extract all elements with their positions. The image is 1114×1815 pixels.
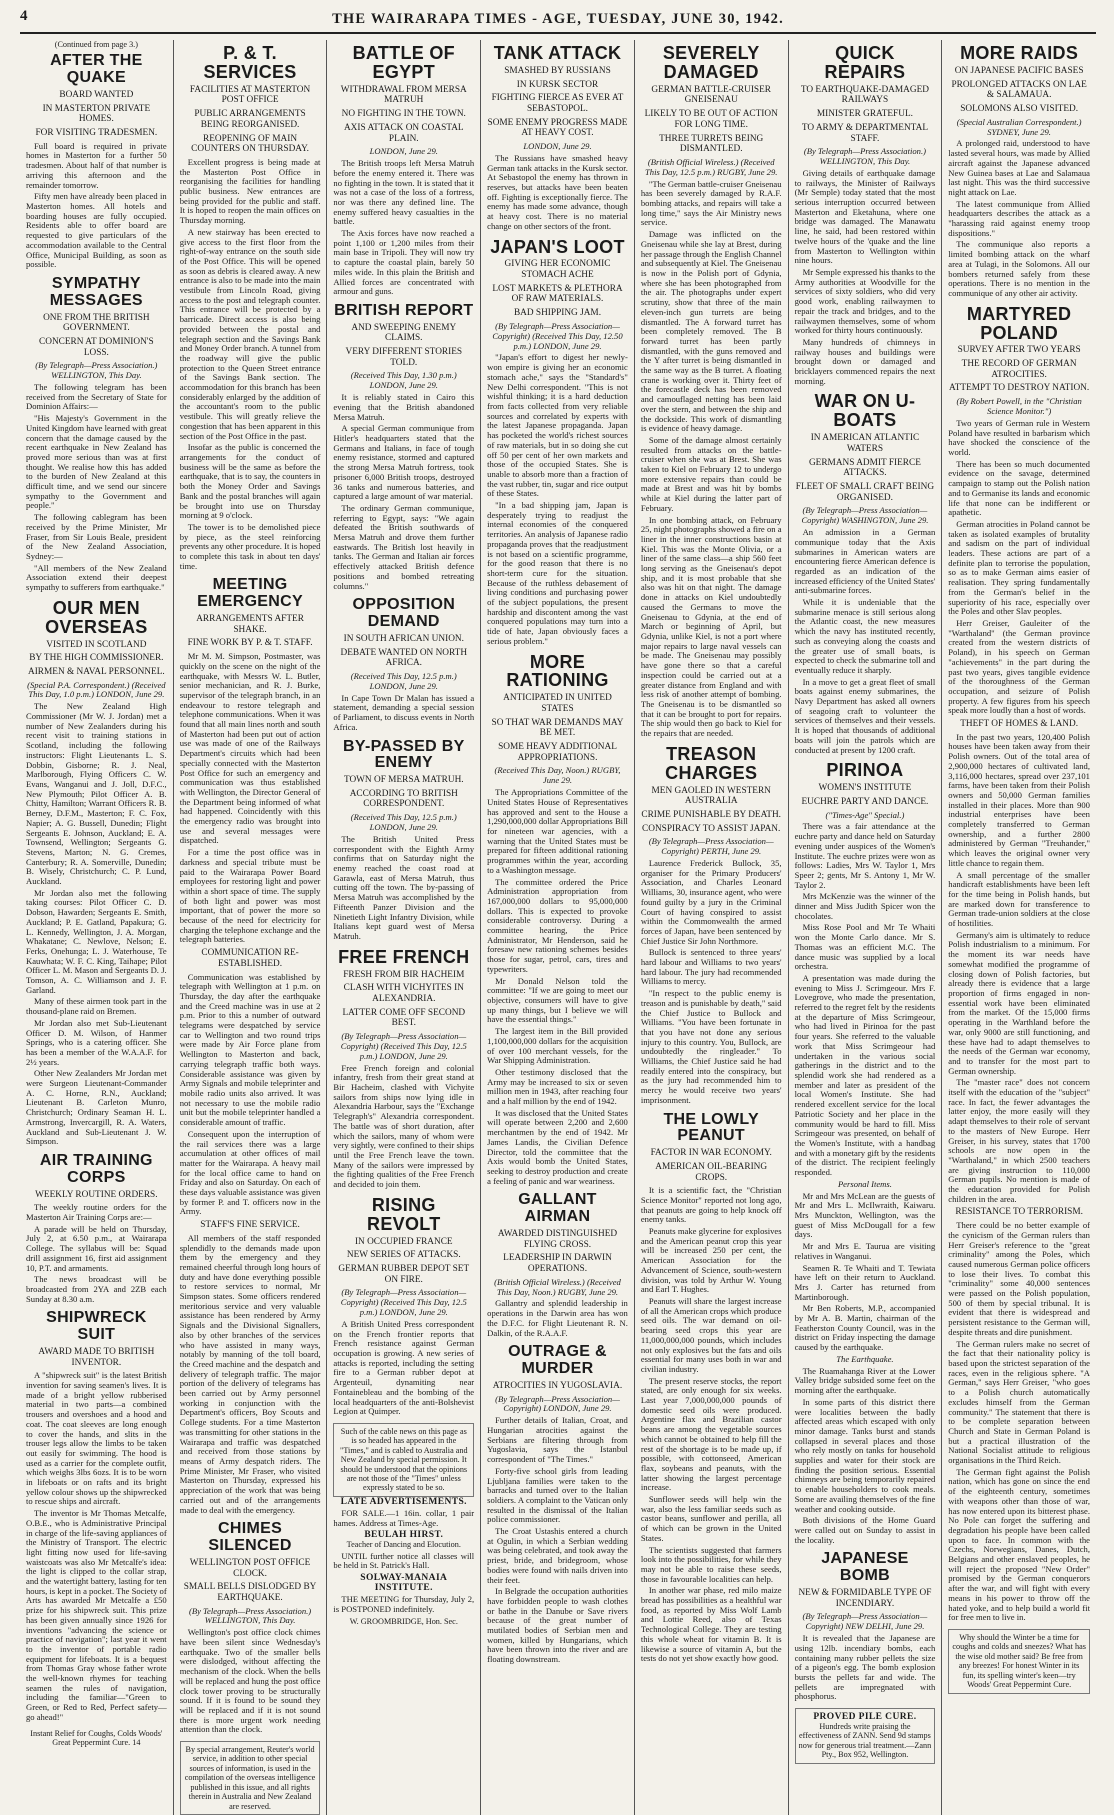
late-advertisements <box>333 1497 474 1626</box>
deck: MEN GAOLED IN WESTERN AUSTRALIA <box>651 785 771 807</box>
columns <box>20 40 1096 1811</box>
paragraph: Mr Jordan also met the following taking courses: Pilot Officer C. D. Dobson, Hawarden; Sergeants E. Smith, Auckland; P. E. Gatland, Papakura; G. L. Kennedy, Wellington, J. A. Morgan, Whakatane; C. Newlove, Nelson; E. Ferks, Onehunga; L. J. Waterhouse, Te Kauwhata; W. F. C. King, Taihape; Pilot Officer L. M. Mason and Sergeants D. J. Tomson, A. C. Williamson and J. F. Garland. <box>26 887 167 995</box>
dateline: LONDON, June 29. <box>369 146 438 157</box>
subheading: COMMUNICATION RE-ESTABLISHED. <box>201 948 299 969</box>
paragraph: Seamen R. Te Whaiti and T. Tewiata have left on their return to Auckland. Mrs J. Carter has returned from Martinborough. <box>794 1262 936 1302</box>
article-meeting-emergency <box>180 577 321 1515</box>
paragraph: "The German battle-cruiser Gneisenau has been severely damaged by R.A.F. bombing attacks, and repairs will take a long time," says the Air Ministry news service. <box>640 178 782 228</box>
paragraph: The German fight against the Polish nation, which has gone on since the end of the eighteenth century, sometimes with weapons other than those of war, has now entered upon its bitterest phase. No Pole can forget the suffering and degradation his people have been called upon to face. In common with the Czechs, Norwegians, Danes, Dutch, Belgians and other enslaved peoples, he will reject the proposed "New Order" promised by the German conquerors after the war, and will fight with every means in his power to throw off the hated yoke, and to help build a world fit for free men to live in. <box>948 1466 1090 1623</box>
paragraph: Further details of Italian, Croat, and Hungarian atrocities against the Serbians are filtering through from Yugoslavia, says the Istanbul correspondent of "The Times." <box>487 1415 628 1465</box>
deck: GERMANS ADMIT FIERCE ATTACKS. <box>808 457 921 479</box>
article-martyred-poland <box>948 305 1090 1623</box>
paragraph: Miss Rose Pool and Mr Te Whaiti won the Monte Carlo dance. Mr S. Thomas was an efficient M.C. The dance music was supplied by a local orchestra. <box>794 922 936 972</box>
article-our-men-overseas <box>26 599 167 1147</box>
deck: TOWN OF MERSA MATRUH. <box>343 775 464 786</box>
column-5 <box>635 40 789 1815</box>
deck: EUCHRE PARTY AND DANCE. <box>801 796 929 807</box>
advertisement-pile-cure <box>795 1708 936 1764</box>
dateline: (British Official Wireless.) (Received This Day, 12.5 p.m.) RUGBY, June 29. <box>645 156 778 177</box>
deck: MINISTER GRATEFUL. <box>816 109 913 120</box>
deck: SOME ENEMY PROGRESS MADE AT HEAVY COST. <box>487 117 628 139</box>
deck: IN MASTERTON PRIVATE HOMES. <box>42 103 151 125</box>
paragraph: Giving details of earthquake damage to railways, the Minister of Railways (Mr Semple) today stated that the most serious interruption occurred between Masterton and Eketahuna, where one bridge was damaged. The Manawatu line, he said, had been restored within twelve hours of the 'quake and the line from Masterton to Wellington within nine hours. <box>794 167 936 266</box>
paragraph: The ordinary German communique, referring to Egypt, says: "We again defeated the British southwards of Mersa Matruh and drove them further eastwards. The British lost heavily in tanks. The German and Italian air forces effectively attacked British defence positions and bombed retreating columns." <box>333 502 475 591</box>
deck: ARRANGEMENTS AFTER SHAKE. <box>196 614 304 635</box>
paragraph: The British troops left Mersa Matruh before the enemy entered it. There was no fighting in the town. It is stated that it was not a case of the loss of a fortress, nor was there any defined line. The enemy suffered heavy casualties in the battle. <box>333 158 475 227</box>
deck: FRESH FROM BIR HACHEIM <box>343 969 465 980</box>
deck: ATTEMPT TO DESTROY NATION. <box>949 383 1090 394</box>
paragraph: Insofar as the public is concerned the arrangements for the conduct of business will be the same as before the earthquake, that is to say, the counters in both the Money Order and Savings Bank and the postal branches will again be brought into use on Thursday morning at 9 o'clock. <box>179 442 321 521</box>
paragraph: The following telegram has been received from the Secretary of State for Dominion Affairs:— <box>26 382 167 412</box>
paragraph: An admission in a German communique today that the Axis submarines in American waters are encountering fierce American defence is regarded as an indication of the increased efficiency of the United States' anti-submarine forces. <box>794 527 936 596</box>
deck: SOME HEAVY ADDITIONAL APPROPRIATIONS. <box>498 742 617 763</box>
paragraph: "His Majesty's Government in the United Kingdom have learned with great concern that the damage caused by the recent earthquake in New Zealand has proved more serious than was at first thought. We realise how this has added to the burden of New Zealand at this difficult time, and we send our sincere sympathy to the Government and people." <box>26 413 167 511</box>
deck: AWARD MADE TO BRITISH INVENTOR. <box>38 1346 155 1368</box>
paragraph: A "shipwreck suit" is the latest British invention for saving seamen's lives. It is made of a bright yellow rubberised material in two parts—a combined trousers and overshoes and a hood and coat. The coat sleeves are long enough to cover the hands, and slits in the trouser legs allow the limbs to be taken out easily for swimming. The hood is used as a carrier for the complete outfit, which weighs 3lbs 6ozs. It is to be worn in lifeboats or on rafts and its bright yellow colour shows up the shipwrecked to rescue ships and aircraft. <box>26 1370 167 1507</box>
paragraph: The tower is to be demolished piece by piece, as the steel reinforcing prevents any other procedure. It is hoped to complete this task in about ten days' time. <box>179 521 321 571</box>
deck: CONCERN AT DOMINION'S LOSS. <box>39 336 154 358</box>
headline: MORE RAIDS <box>960 43 1079 63</box>
paragraph: A special German communique from Hitler's headquarters stated that the Germans and Italians, in face of tough enemy resistance, stormed and captured the strong Mersa Matruh fortress, took prisoner 6,000 British troops, destroyed 36 tanks and numerous batteries, and captured a large amount of war material. <box>333 423 475 502</box>
paragraph: Germany's aim is ultimately to reduce Polish industrialism to a minimum. For the moment its war needs have somewhat modified the programme of closing down of Polish factories, but already there is evidence that a large proportion of firms engaged in non-essential work have been eliminated from the market. Of the 15,000 firms operating in the Warthland before the war, only 9000 are still functioning, and these have had to adapt themselves to the needs of the German war economy, and to transfer for the most part to German ownership. <box>948 929 1090 1076</box>
paragraph: Communication was established by telegraph with Wellington at 1 p.m. on Thursday, the day after the earthquake and the Creed machine was in use at 2 p.m. Prior to this a number of outward telegrams were despatched by service car to Wellington and two round trips were made by Air Force plane from Wellington to Masterton and back, carrying telegraph traffic both ways. Considerable assistance was given by Army Signals and mobile teleprinter and mobile radio units also arrived. It was not necessary to use the mobile radio unit but the mobile teleprinter handled a considerable amount of traffic. <box>179 971 321 1128</box>
copyright-notice: By special arrangement, Reuter's world service, in addition to other special sources of information, is used in the compilation of the overseas intelligence published in this issue, and all rights therein in Australia and New Zealand are reserved. <box>180 1741 321 1815</box>
advert-text: UNTIL further notice all classes will be held in St. Patrick's Hall. <box>333 1550 475 1571</box>
paragraph: A small percentage of the smaller handicraft establishments have been left for the time being in Polish hands, but are marked down for transference to German trade-union soldiers at the close of hostilities. <box>948 869 1090 929</box>
deck: VISITED IN SCOTLAND <box>46 639 147 650</box>
advert-text: FOR SALE.—1 16in. collar, 1 pair hames. Address at Times-Age. <box>333 1507 475 1528</box>
deck: THREE TURRETS BEING DISMANTLED. <box>659 133 764 155</box>
deck: SURVEY AFTER TWO YEARS <box>957 345 1081 356</box>
headline: RISING REVOLT <box>367 1194 441 1234</box>
dateline: (Received This Day, Noon.) RUGBY, June 29. <box>494 765 621 786</box>
paragraph: The communique also reports a limited bombing attack on the wharf area at Tulagi, in the Solomons. All our bombers returned safely from these operations. There is no mention in the communique of any other air activity. <box>948 239 1090 298</box>
paragraph: In Belgrade the occupation authorities have forbidden people to wash clothes or bathe in the Danube or Save rivers because of the great number of mutilated bodies of Serbian men and women, killed by Hungarians, which have been thrown into the river and are floating downstream. <box>487 1586 628 1665</box>
article-after-the-quake <box>26 53 167 269</box>
paragraph: Mr Donald Nelson told the committee: "If we are going to meet our objective, consumers will have to give up many things, but I believe we will have the essential things." <box>487 975 628 1025</box>
headline: TANK ATTACK <box>493 43 622 63</box>
headline: BATTLE OF EGYPT <box>352 43 455 82</box>
paragraph: There has been so much documented evidence on the savage, determined campaign to stamp out the Polish nation and to Germanise its lands and economic life that none can be indifferent or apathetic. <box>948 458 1090 518</box>
paragraph: The largest item in the Bill provided 1,100,000,000 dollars for the acquisition of over 100 merchant vessels, for the War Shipping Administration. <box>487 1026 628 1066</box>
dateline: (By Telegraph—Press Association—Copyright) (Received This Day, 12.5 p.m.) LONDON, June 29. <box>340 1030 467 1061</box>
column-4 <box>481 40 635 1815</box>
deck: IN KURSK SECTOR <box>516 79 599 90</box>
deck: AXIS ATTACK ON COASTAL PLAIN. <box>343 122 464 144</box>
deck: FOR VISITING TRADESMEN. <box>35 128 158 139</box>
deck: CLASH WITH VICHYITES IN ALEXANDRIA. <box>343 983 464 1004</box>
advert-title: BEULAH HIRST. <box>364 1530 444 1541</box>
article-british-report <box>333 303 474 591</box>
deck: AWARDED DISTINGUISHED FLYING CROSS. <box>497 1228 618 1250</box>
paragraph: Mr M. M. Simpson, Postmaster, was quickly on the scene on the night of the earthquake, with Messrs W. L. Butler, senior mechanician, and R. J. Burke, supervisor of the telegraph branch, in an endeavour to restore telegraph and telephone communications. When it was found that all main lines north and south of Masterton had been put out of action use was made of one of the Railways Department's circuits which had been specially connected with the Masterton Post Office for such an emergency and communication was thus established with Wellington, the Director General of the Department being informed of what had happened. Coincidently with this the emergency radio was brought into use and several messages were dispatched. <box>179 651 321 846</box>
cable-note: Such of the cable news on this page as is so headed has appeared in the "Times," and is cabled to Australia and New Zealand by special permission. It should be understood that the opinions are not those of the "Times" unless expressly stated to be so. <box>333 1423 474 1497</box>
dateline: (By Telegraph—Press Association.) WELLINGTON, This Day. <box>188 1605 312 1626</box>
continued-note: (Continued from page 3.) <box>54 40 138 49</box>
headline: SHIPWRECK SUIT <box>46 1309 147 1344</box>
paragraph: There could be no better example of the cynicism of the German rulers than Herr Greiser's reference to the "great criminality" among the Poles, which caused numerous German police officers to lose their lives. To combat this "criminality" some 40,000 sentences were passed on the Polish population, 500 of them by special tribunal. It is evident that there is widespread and persistent resistance to the German will, despite threats and dire punishment. <box>948 1220 1090 1337</box>
paragraph: Mr Jordan also met Sub-Lieutenant Officer D. M. Wilson, of Hanmer Springs, who is a catering officer. She has been a member of the W.A.A.F. for 2½ years. <box>26 1017 167 1067</box>
paragraph: Bullock is sentenced to three years' hard labour and Williams to two years' hard labour. The jury had recommended Williams to mercy. <box>640 947 782 987</box>
paragraph: For a time the post office was in darkness and special tribute must be paid to the Wairarapa Power Board employees for restoring light and power within a short space of time. The supply of both light and power was most important, that of power the more so because of the need for electricity for charging the telephone exchange and the telegraph batteries. <box>179 847 321 945</box>
paragraph: The "master race" does not concern itself with the education of the "subject" race. In fact, the fewer advantages the latter enjoy, the more easily will they adapt themselves to their role of servant to the masters of New Europe. Herr Greiser, in his survey, states that 1700 schools are now open in the "Warthaland," in which 2500 teachers are giving instruction to 110,000 German pupils. No mention is made of the education provided for Polish children in the area. <box>948 1077 1090 1204</box>
deck: TO ARMY & DEPARTMENTAL STAFF. <box>801 122 929 144</box>
paragraph: The following cablegram has been received by the Prime Minister, Mr Fraser, from Sir Louis Beale, president of the New Zealand Association, Sydney:— <box>26 512 167 561</box>
deck: ONE FROM THE BRITISH GOVERNMENT. <box>43 312 150 334</box>
paragraph: The Russians have smashed heavy German tank attacks in the Kursk sector. At Sebastopol the enemy has thrown in reserves, but attacks have been beaten off. Fighting is exceptionally fierce. The enemy has made some advance, though at heavy cost. There is no material change on other sectors of the front. <box>487 152 628 231</box>
dateline: (Received This Day, 12.5 p.m.) LONDON, June 29. <box>350 812 457 833</box>
article-battle-of-egypt <box>333 44 474 297</box>
deck: THE RECORD OF GERMAN ATROCITIES. <box>961 359 1077 380</box>
deck: SMASHED BY RUSSIANS <box>504 65 611 76</box>
headline: THE LOWLY PEANUT <box>663 1110 759 1145</box>
headline: SYMPATHY MESSAGES <box>49 274 143 309</box>
dateline: (By Robert Powell, in the "Christian Science Monitor.") <box>956 396 1082 417</box>
deck: NEW & FORMIDABLE TYPE OF INCENDIARY. <box>798 1587 932 1609</box>
paragraph: The Ruamahanga River at the Lower Valley bridge subsided some feet on the morning after the earthquake. <box>794 1365 936 1396</box>
deck: PUBLIC ARRANGEMENTS BEING REORGANISED. <box>194 109 306 130</box>
deck: VERY DIFFERENT STORIES TOLD. <box>345 347 463 368</box>
paragraph: A British United Press correspondent on the French frontier reports that French resistance against German occupation is growing. A new series of attacks is reported, including the setting fire to a German rubber depot at Argenteuil, dynamiting near Fontainebleau and the bombing of the local headquarters of the anti-Bolshevist Legion at Quimper. <box>333 1318 475 1417</box>
article-shipwreck-suit <box>26 1310 167 1722</box>
deck: LOST MARKETS & PLETHORA OF RAW MATERIALS. <box>492 283 623 305</box>
paragraph: Full board is required in private homes in Masterton for a further 50 tradesmen. About half of that number is arriving this afternoon and the remainder tomorrow. <box>26 140 167 190</box>
deck: ACCORDING TO BRITISH CORRESPONDENT. <box>349 788 458 810</box>
paragraph: The inventor is Mr Thomas Metcalfe, O.B.E., who is Administrative Principal in charge of the life-saving appliances of the Ministry of Transport. The electric light fitting now used for life-saving waistcoats was also Mr Metcalfe's idea: the light is clipped to the collar strap, and the watertight battery, lasting for ten hours, is kept in a pocket. The Society of Arts has awarded Mr Metcalfe a £50 prize for his shipwreck suit. This prize has been given annually since 1926 for inventions "advancing the science or practice of navigation"; last year it went to the inventor of portable radio equipment for lifeboats. It is a bequest from Thomas Gray whose father wrote the well-known rhymes for teaching seamen the rules of navigation, including the familiar—"Green to Green, or Red to Red, Perfect safety—go ahead!" <box>26 1508 167 1722</box>
dateline: (Received This Day, 1.30 p.m.) LONDON, June 29. <box>350 370 457 391</box>
article-lowly-peanut <box>641 1112 782 1664</box>
dateline: (British Official Wireless.) (Received This Day, Noon.) RUGBY, June 29. <box>494 1276 621 1297</box>
dateline: (By Telegraph—Press Association.) WELLINGTON, This Day. <box>803 146 926 167</box>
paragraph: Forty-five school girls from leading Ljubljana families were taken to the barracks and turned over to the Italian soldiers. A complaint to the Vatican only resulted in the dismissal of the Italian police commissioner. <box>487 1465 628 1525</box>
headline: OPPOSITION DEMAND <box>352 596 456 631</box>
deck: WOMEN'S INSTITUTE <box>818 783 912 794</box>
article-rising-revolt <box>333 1196 474 1417</box>
deck: SOLOMONS ALSO VISITED. <box>960 103 1079 114</box>
masthead <box>20 8 1096 34</box>
paragraph: In some parts of this district there were localities between the badly affected areas which escaped with only minor damage. Tanks burst and stands collapsed in several places and those who rely mostly on tanks for household supplies and water for their stock are finding the position serious. Essential chimneys are being temporarily repaired to enable householders to cook meals. Some are availing themselves of the fine weather and cooking outside. <box>794 1396 936 1514</box>
deck: AIRMEN & NAVAL PERSONNEL. <box>27 666 165 677</box>
deck: DEBATE WANTED ON NORTH AFRICA. <box>340 647 468 669</box>
paragraph: Damage was inflicted on the Gneisenau while she lay at Brest, during her passage through the English Channel and subsequently at Kiel. The Gneisenau is now in the Polish port of Gdynia, where she has been photographed from the air. The photographs under expert scrutiny, show that three of the main eleven-inch gun turrets are being dismantled. The A forward turret has been completely removed. The B forward turret has been partly dismantled, with the guns removed and the Y after turret is being dismantled in the same way as the B turret. A floating crane is working over it. Thirty feet of the forecastle deck has been removed and camouflaged netting has been laid over the stern, and between the ship and the dockside. This work of dismantling is evidence of heavy damage. <box>640 229 782 434</box>
paragraph: "In respect to the public enemy is treason and is punishable by death," said the Chief Justice to Bullock and Williams. "You have been fortunate in that you have not done any serious injury to this country. You, Bullock, are undoubtedly the ringleader." To Williams, the Chief Justice said he had readily entered into the conspiracy, but as the jury had recommended him to mercy he would receive two years' imprisonment. <box>640 988 782 1105</box>
headline: TREASON CHARGES <box>665 743 758 783</box>
paragraph: German atrocities in Poland cannot be taken as isolated examples of brutality and sadism on the part of individual leaders. These actions are part of a definite plan to terrorise the population, so as to make German aims easier of realisation. They spring fundamentally from the German's belief in the superiority of his race, especially over the Poles and other Slav peoples. <box>948 518 1090 617</box>
deck: IN SOUTH AFRICAN UNION. <box>343 633 464 644</box>
paragraph: Peanuts will share the largest increase of all the American crops which produce seed oils. The war demand on oil-bearing seed crops this year are 11,000,000,000 pounds, which includes not only explosives but the fats and oils essential for many uses both in war and civilian industry. <box>640 1295 782 1374</box>
paragraph: The German rulers make no secret of the fact that their nationality policy is based upon the strictest separation of the races, even in the religious sphere. "A German," says Herr Greiser, "who goes to a Polish church automatically excludes himself from the German community." The statement that there is to be complete separation between Church and State in German Poland is but a practical illustration of the National Socialist attitude to religious organisations in the Third Reich. <box>948 1338 1090 1466</box>
headline: MEETING EMERGENCY <box>197 576 303 611</box>
paragraph: Mr Ben Roberts, M.P., accompanied by Mr A. B. Martin, chairman of the Featherston County Council, was in the district on Friday inspecting the damage caused by the earthquake. <box>794 1303 936 1353</box>
paragraph: A new stairway has been erected to give access to the first floor from the right-of-way entrance on the south side of the Post Office. This will be opened as soon as debris is cleared away. A new entrance is also to be made into the main vestibule from Lincoln Road, giving access to the post and telegraph counter. This entrance will be protected by a barricade. Direct access is also being provided between the postal and telegraph section and the Savings Bank and Money Order branch. A tunnel from the roadway will give the public protection to the Queen Street entrance of the Savings Bank section. The accommodation for this branch has been considerably enlarged by the addition of the accountant's room to the public vestibule. This will greatly relieve the congestion that has been apparent in this section of the Post Office in the past. <box>179 226 321 441</box>
paragraph: It was disclosed that the United States will operate between 2,200 and 2,600 merchantmen by the end of 1942. Mr James Landis, the Civilian Defence Director, told the committee that the Axis would bomb the United States, seeking to destroy production and create a feeling of panic and war weariness. <box>487 1107 628 1186</box>
deck: SMALL BELLS DISLODGED BY EARTHQUAKE. <box>183 1582 317 1603</box>
paragraph: Other New Zealanders Mr Jordan met were Surgeon Lieutenant-Commander A. C. Horne, R.N., Auckland; Lieutenant B. Carleton Munro, Christchurch; Ordinary Seaman H. L. Armstrong, Invercargill, R. A. Waters, Auckland and Sub-Lieutenant J. W. Simpson. <box>26 1068 167 1147</box>
dateline: (Special P.A. Correspondent.) (Received This Day, 1.0 p.m.) LONDON, June 29. <box>27 679 166 700</box>
deck: NEW SERIES OF ATTACKS. <box>346 1250 461 1261</box>
paragraph: Wellington's post office clock chimes have been silent since Wednesday's earthquake. Two of the smaller bells were dislodged, without affecting the mechanism of the clock. When the bells will be replaced and hung the post office clock tower proving to be structurally sound. If it is found to be sound they will be replaced and if it is not sound there is more urgent work needing attention than the clock. <box>179 1627 321 1735</box>
headline: MORE RATIONING <box>506 651 609 691</box>
paragraph: In the past two years, 120,400 Polish houses have been taken away from their Polish owners. Out of the total area of 2,900,000 hectares of cultivated land, 3,116,000 hectares, spread over 237,101 farms, have been taken from their Polish owners and 50,000 German families installed in their places. More than 900 industrial enterprises have been completely transferred to German ownership, and a further 2800 administered by German "Treuhander," which leaves the original owner very little chance to regain them. <box>948 731 1090 868</box>
deck: CRIME PUNISHABLE BY DEATH. <box>641 809 782 820</box>
paragraph: A presentation was made during the evening to Miss J. Scrimgeour. Mrs F. Lovegrove, who made the presentation, referred to the regret felt by the residents at the departure of Miss Scrimgeour, who had lived in Pirinoa for the past four years. She referred to the valuable work that Miss Scrimgeour had undertaken in the various social gatherings in the district and to the splendid work she had rendered as a member and later as president of the local Women's Institute. She had rendered excellent service for the local Patriotic Society and her place in the community would be hard to fill. Miss Scrimgeour was presented, on behalf of the Women's Institute, with a handbag and with a monetary gift by the residents of the district. The recipient feelingly responded. <box>794 972 936 1178</box>
article-tank-attack <box>487 44 628 232</box>
article-outrage-and-murder <box>487 1344 628 1665</box>
paragraph: There was a fair attendance at the euchre party and dance held on Saturday evening under auspices of the Women's Institute. The euchre prizes were won as follows: Ladies, Mrs W. Taylor 1, Mrs Speer 2; gents, Mr S. Antony 1, Mr W. Taylor 2. <box>794 821 936 890</box>
deck: IN OCCUPIED FRANCE <box>354 1236 453 1247</box>
dateline: (By Telegraph—Press Association—Copyright) PERTH, June 29. <box>648 836 774 857</box>
headline: AFTER THE QUAKE <box>50 52 143 87</box>
column-2 <box>174 40 328 1815</box>
headline: BY-PASSED BY ENEMY <box>343 737 465 772</box>
paragraph: Herr Greiser, Gauleiter of the "Warthaland" (the German province created from the western districts of Poland), in his speech on German "achievements" in the part during the past two years, gives tangible evidence of the thoroughness of the German occupation, and seizure of Polish property. A few figures from his speech speak more loudly than a host of words. <box>948 617 1090 716</box>
subheading: Personal Items. <box>837 1178 892 1189</box>
paragraph: Laurence Frederick Bullock, 35, organiser for the Primary Producers' Association, and Charles Leonard Williams, 30, insurance agent, who were found guilty by a jury in the Criminal Court of having conspired to assist within the Commonwealth the armed forces of Japan, have been sentenced by Chief Justice Sir John Northmore. <box>640 858 782 946</box>
dateline: LONDON, June 29. <box>523 141 592 152</box>
paragraph: The scientists suggested that farmers look into the possibilities, for while they may not be able to raise these seeds, those in favourable localities can help. <box>640 1544 782 1584</box>
deck: WITHDRAWAL FROM MERSA MATRUH <box>340 84 467 106</box>
headline: OUR MEN OVERSEAS <box>45 597 148 637</box>
masthead-title: THE WAIRARAPA TIMES - AGE, TUESDAY, JUNE 30, 1942. <box>332 11 784 27</box>
deck: PROLONGED ATTACKS ON LAE & SALAMAUA. <box>951 79 1087 101</box>
article-pt-services <box>180 44 321 571</box>
paragraph: Some of the damage almost certainly resulted from attacks on the battle-cruiser when she was at Brest. She was taken to Kiel on February 12 to undergo more extensive repairs than could be made at Brest and was hit by bombs while at Kiel during the latter part of February. <box>640 434 782 513</box>
dateline: (By Telegraph—Press Association—Copyright) (Received This Day, 12.50 p.m.) LONDON, June 29. <box>492 320 623 351</box>
dateline: (By Telegraph—Press Association—Copyright) LONDON, June 29. <box>495 1393 620 1414</box>
column-6 <box>789 40 943 1815</box>
paragraph: The latest communique from Allied headquarters describes the attack as a "harassing raid against enemy troop dispositions." <box>948 198 1090 238</box>
article-treason-charges <box>641 745 782 1106</box>
headline: CHIMES SILENCED <box>208 1520 292 1555</box>
subheading: The Earthquake. <box>836 1353 894 1364</box>
paragraph: Other testimony disclosed that the Army may be increased to six or seven million men in 1943, after reaching four and a half million by the end of 1942. <box>487 1066 628 1107</box>
paragraph: The Appropriations Committee of the United States House of Representatives has approved and sent to the House a 1,290,000,000 dollar Appropriations Bill for nineteen war agencies, with a warning that the United States must be prepared for fifteen additional rationing programmes within the year, according to a Washington message. <box>487 787 628 875</box>
headline: QUICK REPAIRS <box>824 43 906 82</box>
headline: SEVERELY DAMAGED <box>662 43 760 82</box>
advertisement: Instant Relief for Coughs, Colds Woods' Great Peppermint Cure. 14 <box>30 1728 163 1748</box>
deck: TO EARTHQUAKE-DAMAGED RAILWAYS <box>800 84 929 106</box>
article-more-raids <box>948 44 1090 299</box>
paragraph: All members of the staff responded splendidly to the demands made upon them by the emergency and they remained cheerful through long hours of duty and have done everything possible to restore services to normal, Mr Simpson states. Some officers rendered meritorious service and very valuable assistance has been rendered by Army Signals and the Divisional Signallers, also by other branches of the services who have assisted in many ways, notably by manning of the toll board, the Creed machine and the despatch and delivery of telegraph traffic. The major portion of the delivery of telegrams has been carried out by Army personnel working in conjunction with the Department's officers, Boy Scouts and College students. For a time Masterton was transmitting for other stations in the Wairarapa and traffic was despatched and received from those stations by means of Army despatch riders. The Prime Minister, Mr Fraser, who visited Masterton on Thursday, expressed his appreciation of the work that was being carried out and of the arrangements made to deal with the emergency. <box>179 1232 321 1515</box>
deck: BY THE HIGH COMMISSIONER. <box>29 653 164 664</box>
headline: GALLANT AIRMAN <box>518 1191 597 1226</box>
advertisement-peppermint-cure: Why should the Winter be a time for coughs and colds and sneezes? What has the wise old mother said? Be free from any breezes! For honest Winter in its fun, its spelling winter's keen—try Woods' Great Peppermint Cure. <box>948 1629 1090 1694</box>
headline: AIR TRAINING CORPS <box>39 1152 153 1186</box>
paragraph: The present reserve stocks, the report stated, are only enough for six weeks. Last year 7,000,000,000 pounds of domestic seed oils were produced. Argentine flax and Brazilian castor beans are among the vegetable sources which cannot be obtained to help fill the rest of the shortage is to be made up, if possible, with cottonseed, American flax, soybeans and peanuts, with the latter showing the largest percentage increase. <box>640 1375 782 1493</box>
paragraph: In a move to get a great fleet of small boats against enemy submarines, the Navy Department has asked all owners of seagoing craft to volunteer the services of themselves and their vessels. It is hoped that thousands of additional boats will join the patrols which are conducted at present by 1200 craft. <box>794 676 936 755</box>
deck: GIVING HER ECONOMIC STOMACH ACHE <box>504 259 611 281</box>
article-more-rationing <box>487 653 628 1187</box>
article-opposition-demand <box>333 597 474 732</box>
paragraph: In another war phase, red milo maize bread has possibilities as a healthful war food, as reported by Miss Wolf Lamb and Lottie Reed, also of Texas Technological College. They are testing this whole wheat for vitamin B. It is likewise a source of vitamin A, but the tests do not yet show exactly how good. <box>640 1585 782 1664</box>
dateline: (Special Australian Correspondent.) SYDNEY, June 29. <box>956 116 1082 137</box>
deck: ANTICIPATED IN UNITED STATES <box>503 693 612 715</box>
deck: IN AMERICAN ATLANTIC WATERS <box>810 433 920 454</box>
dateline: ("Times-Age" Special.) <box>825 809 905 820</box>
column-7 <box>942 40 1096 1815</box>
dateline: (Received This Day, 12.5 p.m.) LONDON, June 29. <box>350 670 457 691</box>
paragraph: Gallantry and splendid leadership in operations in the Darwin area has won the D.F.C. for Flight Lieutenant R. N. Dalkin, of the R.A.A.F. <box>487 1298 628 1338</box>
headline: MARTYRED POLAND <box>966 303 1072 343</box>
deck: AND SWEEPING ENEMY CLAIMS. <box>351 322 457 344</box>
paragraph: Many hundreds of chimneys in railway houses and buildings were brought down or damaged and bricklayers commenced repairs the next morning. <box>794 336 936 386</box>
deck: REOPENING OF MAIN COUNTERS ON THURSDAY. <box>191 133 309 155</box>
article-quick-repairs <box>795 44 936 386</box>
paragraph: "In a bad shipping jam, Japan is desperately trying to readjust the internal economies of the conquered territories. An analysis of Japanese radio propaganda proves that the readjustment is not based on a scientific programme, for the good reason that there is no short-term cure for the situation. Because of the ruthless debasement of living conditions and purchasing power of the subject populations, the present hardship and discontent among the vast conquered populations may turn into a tide of hate, Japan obviously faces a serious problem." <box>487 500 628 646</box>
paragraph: A prolonged raid, understood to have lasted several hours, was made by Allied aircraft against the Japanese advanced New Guinea bases at Lae and Salamaua last night. This was the third successive night attack on Lae. <box>948 138 1090 197</box>
paragraph: The news broadcast will be broadcasted from 2YA and 2ZB each Sunday at 8.30 a.m. <box>26 1274 167 1304</box>
article-chimes-silenced <box>180 1521 321 1735</box>
article-japans-loot <box>487 238 628 647</box>
paragraph: A parade will be held on Thursday, July 2, at 6.50 p.m., at Wairarapa College. The syllabus will be: Squad drill assignment 16, first aid assignment 10, P.T. and armaments. <box>26 1223 167 1273</box>
subheading: RESISTANCE TO TERRORISM. <box>955 1207 1083 1218</box>
paragraph: The Croat Ustashis entered a church at Ogulin, in which a Serbian wedding was being celebrated, and took away the priest, bride, and bridegroom, whose bodies were found with nails driven into their feet. <box>487 1526 628 1585</box>
article-sympathy-messages <box>26 276 167 593</box>
deck: NO FIGHTING IN THE TOWN. <box>341 109 466 120</box>
dateline: (By Telegraph—Press Association.) WELLINGTON, This Day. <box>35 360 158 381</box>
deck: BAD SHIPPING JAM. <box>513 308 602 319</box>
paragraph: The New Zealand High Commissioner (Mr W. J. Jordan) met a number of New Zealanders during his recent visit to training stations in Scotland, including the following instructors: Flight Lieutenants L. S. Dobbin, Gisborne; R. J. Neal, Marlborough, Flying Officers C. W. Evans, Wanganui and J. Joll, D.F.C., New Plymouth; Pilot Officer A. B. Chitty, Hamilton; Warrant Officers R. B. Berney, D.F.M., Masterton; F. C. Fox, Napier; A. G. Bussell, Dunedin; Flight Sergeants E. Johnson, Auckland; E. A. Townsend, Wellington; Sergeants G. Stevens, Marton; N. G. Cremes, Canterbury; R. A. Somerville, Dunedin; B. Wisely, Christchurch; C. P. Lund, Auckland. <box>26 701 167 887</box>
article-severely-damaged <box>641 44 782 739</box>
article-pirinoa <box>795 761 936 1545</box>
deck: SO THAT WAR DEMANDS MAY BE MET. <box>491 717 624 739</box>
deck: GERMAN BATTLE-CRUISER GNEISENAU <box>651 84 771 106</box>
paragraph: Excellent progress is being made at the Masterton Post Office in reorganising the facilities for handling public business. New entrances are being provided for the public and staff. It is hoped to reopen the main offices on Thursday morning. <box>179 156 321 226</box>
paragraph: Peanuts make glycerine for explosives and the American peanut crop this year will be increased 250 per cent, the American Association for the Advancement of Science, south-western division, was told by Arthur W. Young and Earl T. Hughes. <box>640 1226 782 1295</box>
deck: LATTER COME OFF SECOND BEST. <box>342 1007 466 1029</box>
paragraph: The weekly routine orders for the Masterton Air Training Corps are:— <box>26 1202 167 1222</box>
headline: JAPANESE BOMB <box>821 1550 909 1585</box>
deck: FLEET OF SMALL CRAFT BEING ORGANISED. <box>795 481 935 503</box>
deck: LEADERSHIP IN DARWIN OPERATIONS. <box>503 1253 612 1274</box>
deck: FACILITIES AT MASTERTON POST OFFICE <box>189 84 311 106</box>
article-free-french <box>333 948 474 1190</box>
headline: JAPAN'S LOOT <box>490 236 625 257</box>
paragraph: It is reliably stated in Cairo this evening that the British abandoned Mersa Matruh. <box>333 392 475 422</box>
paragraph: In Cape Town Dr Malan has issued a statement, demanding a special session of Parliament, to discuss events in North Africa. <box>333 692 475 732</box>
advert-text: Hundreds write praising the effectiveness of ZANN. Send 9d stamps now for generous trial treatment.—Zann Pty., Box 952, Wellington. <box>798 1722 932 1760</box>
paragraph: "Japan's effort to digest her newly-won empire is giving her an economic stomach ache," says the "Standard's" New Delhi correspondent. "This is not wishful thinking; it is a hard deduction from facts collected from very reliable sources and correlated by experts with the latest Japanese propaganda. Japan has pocketed the world's richest sources of raw materials, but in so doing she cut off 50 per cent of her own markets and those of the occupied States. She is unable to absorb more than a fraction of the vast rubber, tin, sugar and rice output of these States. <box>487 352 628 499</box>
advert-signature: W. GROOMBRIDGE, Hon. Sec. <box>349 1616 458 1626</box>
deck: ON JAPANESE PACIFIC BASES <box>954 65 1084 76</box>
deck: LIKELY TO BE OUT OF ACTION FOR LONG TIME. <box>644 109 778 130</box>
deck: FINE WORK BY P. & T. STAFF. <box>187 638 313 649</box>
paragraph: Free French foreign and colonial infantry, fresh from their great stand at Bir Hacheim, clashed with Vichyite sailors from ships now lying idle in Alexandria Harbour, says the "Exchange Telegraph's" Alexandria correspondent. The battle was of short duration, after which the sailors, many of whom were very sightly, were confined to their ships until the Free French leave the town. Many of the sailors were impressed by the fighting qualities of the Free French and decided to join them. <box>333 1062 475 1190</box>
paragraph: "All members of the New Zealand Association extend their deepest sympathy to sufferers from earthquake." <box>26 562 167 593</box>
paragraph: Mr and Mrs McLean are the guests of Mr and Mrs L. McIlwraith, Kaiwaru. Mrs Munckton, Wellington, was the guest of Miss McDougall for a few days. <box>794 1190 936 1240</box>
ads-title: LATE ADVERTISEMENTS. <box>340 1496 467 1507</box>
paragraph: Mr Semple expressed his thanks to the Army authorities at Woodville for the services of sixty soldiers, who did very good work, enabling railwaymen to repair the track and bridges, and to the railwaymen themselves, some of whom worked for thirty hours continuously. <box>794 267 936 336</box>
paragraph: Two years of German rule in Western Poland have resulted in barbarism which have shocked the conscience of the world. <box>948 417 1090 458</box>
deck: CONSPIRACY TO ASSIST JAPAN. <box>642 823 781 834</box>
advert-text: Teacher of Dancing and Elocution. <box>346 1540 461 1550</box>
paragraph: The committee ordered the Price Administration appropriation from 167,000,000 dollars to 95,000,000 dollars. This is expected to provoke considerable controversy. During a committee hearing, the Price Administrator, Mr Henderson, said he foresaw new rationing schemes besides those for sugar, petrol, cars, tires and typewriters. <box>487 876 628 974</box>
paragraph: In one bombing attack, on February 25, night photographs showed a fire on a liner in the inner constructions basin at Kiel. This was the Monte Olivia, or a liner of the same class—a ship 560 feet long serving as the Gneisenau's depot ship, and it is most probable that she also was hit on that night. The damage done in attacks on Kiel undoubtedly caused the Germans to move the Gneisenau to Gdynia, at the end of March or beginning of April, but Gdynia, unlike Kiel, is not a port where major repairs to large naval vessels can be made. The Gneisenau may possibly have gone there so that a careful inspection could be carried out at a greater distance from England and with less risk of another attempt of bombing. The Gneisenau is to be dismantled so that it can be brought to port for repairs. The ship would then go back to Kiel for the repairs that are needed. <box>640 514 782 739</box>
article-war-on-u-boats <box>795 392 936 755</box>
column-3 <box>327 40 481 1815</box>
headline: WAR ON U-BOATS <box>814 391 916 431</box>
dateline: (By Telegraph—Press Association—Copyright) (Received This Day, 12.5 p.m.) LONDON, June 29. <box>340 1287 467 1318</box>
deck: AMERICAN OIL-BEARING CROPS. <box>655 1161 768 1183</box>
paragraph: Fifty men have already been placed in Masterton homes. All hotels and boarding houses are fully occupied. Residents able to offer board are requested to give particulars of the accommodation available to the Central Office, Municipal Building, as soon as possible. <box>26 191 167 270</box>
deck: FACTOR IN WAR ECONOMY. <box>650 1148 772 1159</box>
article-japanese-bomb <box>795 1551 936 1702</box>
column-1 <box>20 40 174 1815</box>
paragraph: The British United Press correspondent with the Eighth Army confirms that on Saturday night the enemy reached the coast road at Garawla, east of Mersa Matruh, thus cutting off the town. The by-passing of Mersa Matruh was accomplished by the Fifteenth Panzer Division and the Ninetieth Light Infantry Division, while Italians kept guard west of Mersa Matruh. <box>333 833 475 941</box>
headline: PIRINOA <box>826 760 904 781</box>
paragraph: Consequent upon the interruption of the rail services there was a large accumulation at other offices of mail matter for the Wairarapa. A heavy mail for the local office came to hand on Friday and also on Saturday. On each of these days valuable assistance was given by former P. and T. officers now in the Army. <box>179 1128 321 1217</box>
headline: OUTRAGE & MURDER <box>508 1343 607 1378</box>
article-by-passed-by-enemy <box>333 739 474 942</box>
headline: FREE FRENCH <box>338 946 470 967</box>
headline: BRITISH REPORT <box>334 301 474 319</box>
page-number: 4 <box>20 8 28 24</box>
paragraph: Mr and Mrs E. Taurua are visiting relatives in Wanganui. <box>794 1241 936 1261</box>
subheading: STAFF'S FINE SERVICE. <box>200 1220 300 1231</box>
paragraph: Sunflower seeds will help win the war, also the less familiar seeds such as castor beans, sunflower and perilla, all of which can be grown in the United States. <box>640 1494 782 1543</box>
subheading: THEFT OF HOMES & LAND. <box>960 719 1079 730</box>
deck: GERMAN RUBBER DEPOT SET ON FIRE. <box>338 1263 470 1285</box>
deck: BOARD WANTED <box>59 90 134 101</box>
dateline: (By Telegraph—Press Association—Copyright) WASHINGTON, June 29. <box>801 505 929 526</box>
paragraph: It is a scientific fact, the "Christian Science Monitor" reported not long ago, that peanuts are going to help knock off enemy tanks. <box>640 1185 782 1225</box>
paragraph: Many of these airmen took part in the thousand-plane raid on Bremen. <box>26 996 167 1017</box>
headline: P. & T. SERVICES <box>203 43 297 82</box>
deck: WELLINGTON POST OFFICE CLOCK. <box>189 1557 311 1579</box>
paragraph: Both divisions of the Home Guard were called out on Sunday to assist in the locality. <box>794 1515 936 1545</box>
paragraph: The Axis forces have now reached a point 1,100 or 1,200 miles from their main base in Tripoli. They will now try to capture the coastal plain, barely 50 miles wide. In this plain the British and Allied forces are concentrated with armour and guns. <box>333 228 475 297</box>
deck: FIGHTING FIERCE AS EVER AT SEBASTOPOL. <box>491 93 624 114</box>
dateline: (By Telegraph—Press Association—Copyright) NEW DELHI, June 29. <box>802 1611 928 1632</box>
advert-title: PROVED PILE CURE. <box>813 1712 917 1723</box>
article-air-training-corps <box>26 1153 167 1304</box>
paragraph: Mrs McKenzie was the winner of the dinner and Miss Judith Spicer won the chocolates. <box>794 891 936 921</box>
advert-text: THE MEETING for Thursday, July 2, is POSTPONED indefinitely. <box>333 1594 475 1614</box>
advert-title: SOLWAY-MANAIA INSTITUTE. <box>360 1573 448 1594</box>
deck: WEEKLY ROUTINE ORDERS. <box>35 1189 158 1200</box>
paragraph: While it is undeniable that the submarine menace is still serious along the Atlantic coast, the new measures which the navy has instituted recently, such as conveying along the coasts and the greater use of small boats, is expected to check the submarine toll and eventually reduce it sharply. <box>794 597 936 675</box>
deck: ATROCITIES IN YUGOSLAVIA. <box>492 1380 623 1391</box>
article-gallant-airman <box>487 1192 628 1338</box>
paragraph: It is revealed that the Japanese are using 12lb. incendiary bombs, each containing many rubber pellets the size of a pigeon's egg. The bomb explosion bursts the pellets far and wide. The pellets are impregnated with phosphorus. <box>794 1633 936 1702</box>
